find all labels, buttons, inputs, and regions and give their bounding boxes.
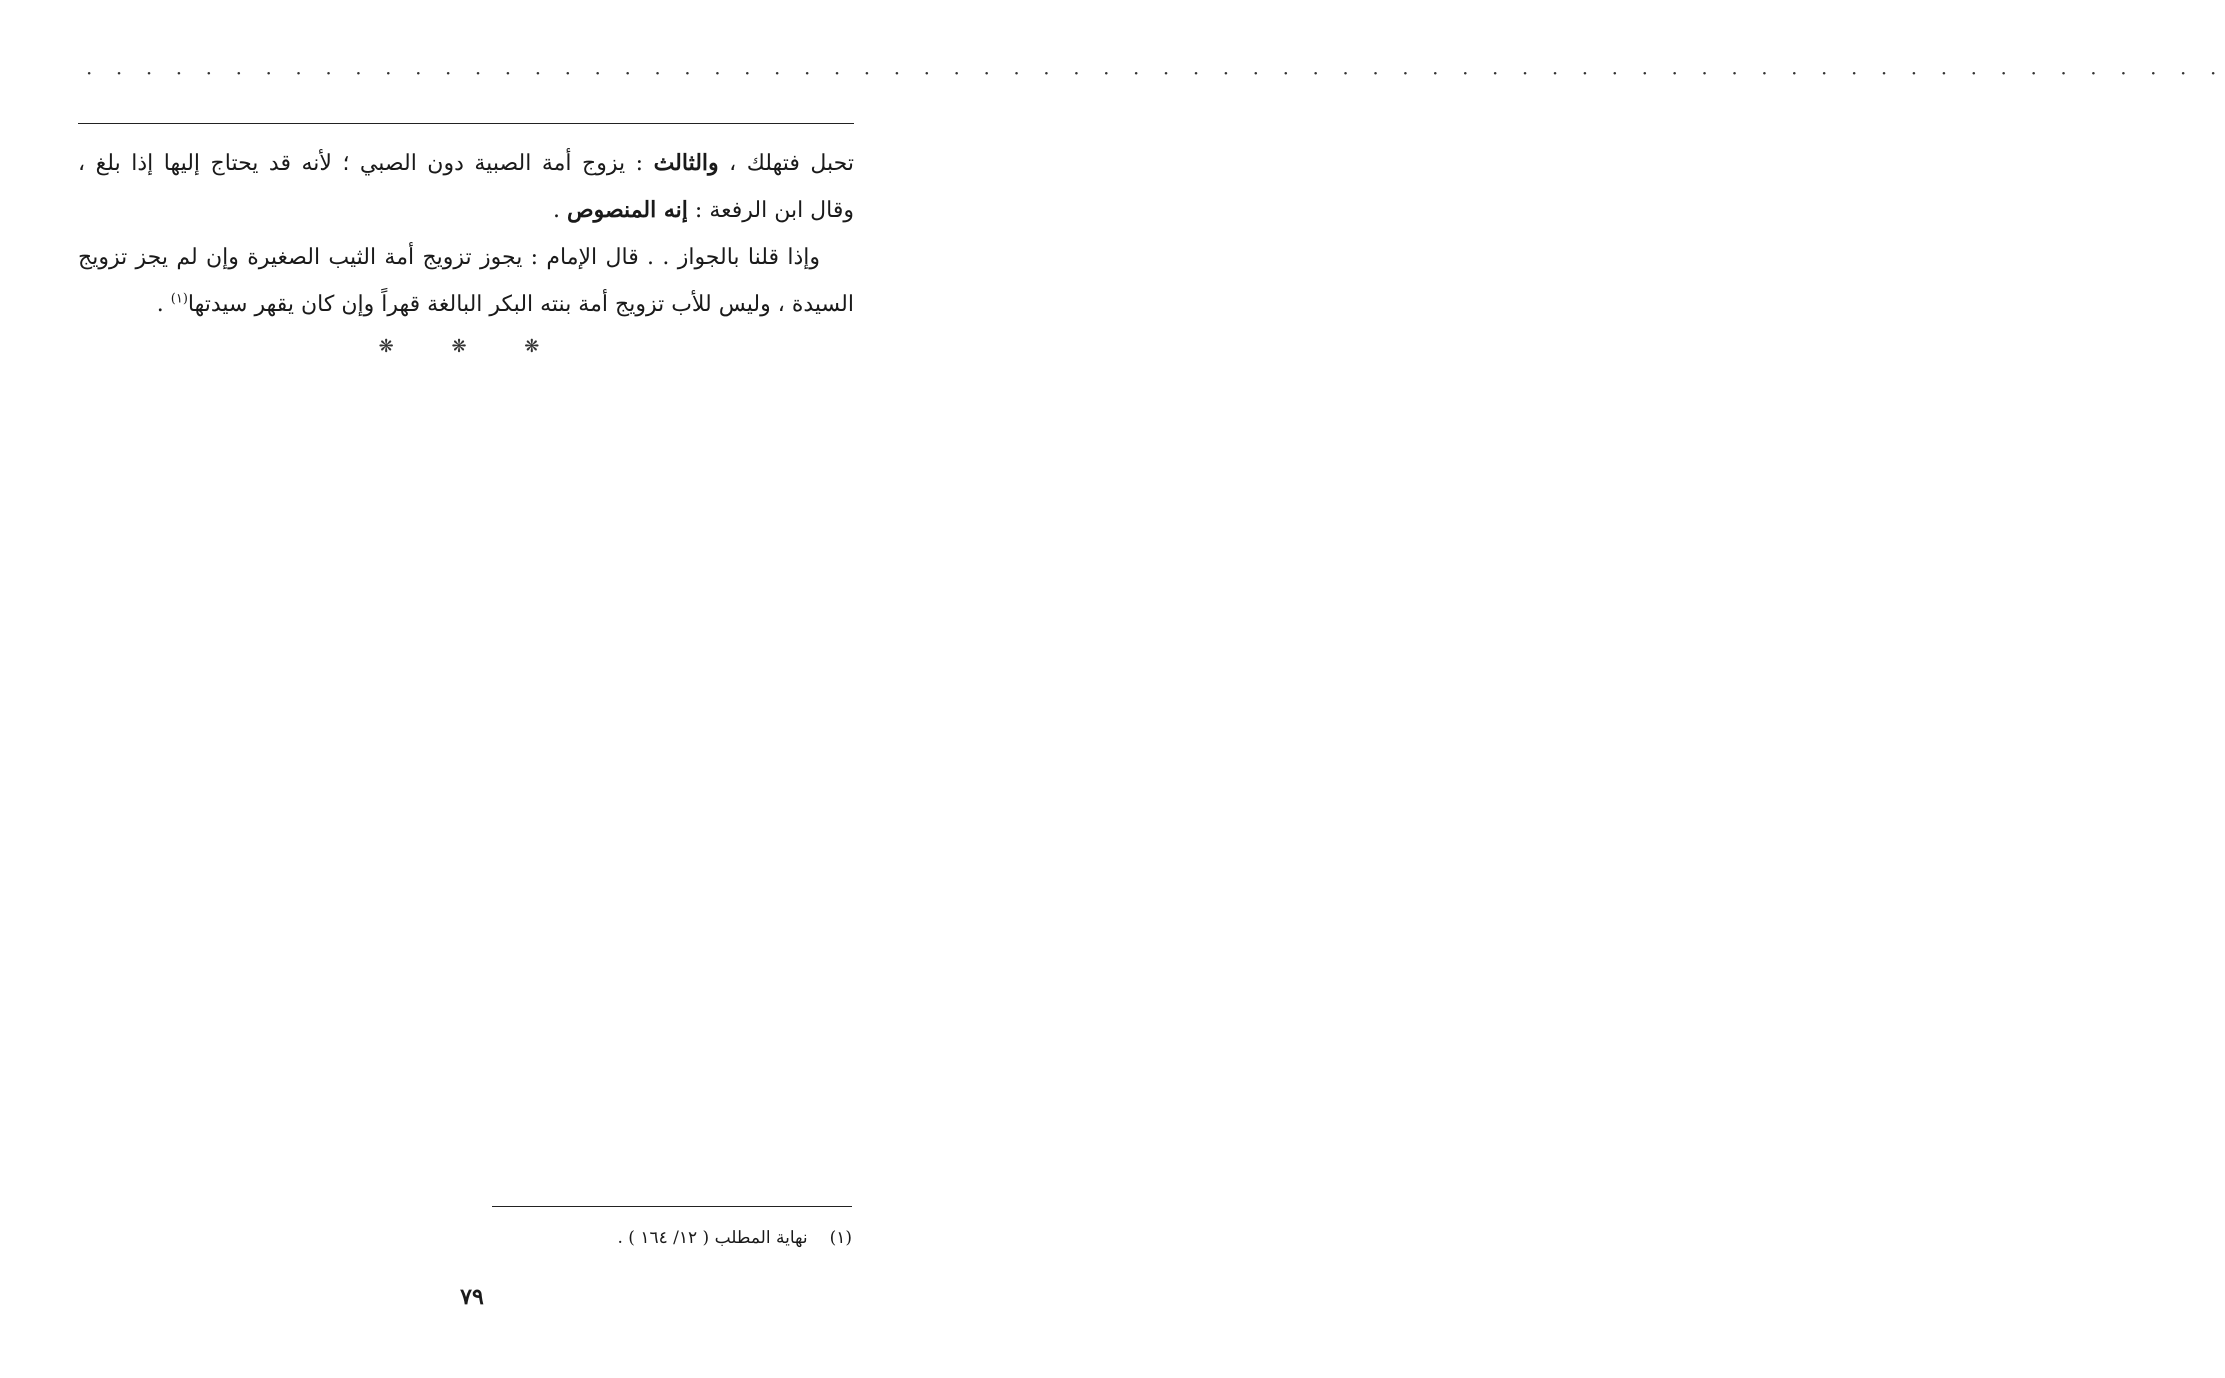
bold-term-mansus: إنه المنصوص <box>567 197 688 223</box>
text-segment: . <box>553 198 568 223</box>
footnote-text: نهاية المطلب ( ١٢/ ١٦٤ ) . <box>617 1228 808 1248</box>
page-number: ٧٩ <box>460 1284 484 1310</box>
text-line-3: وإذا قلنا بالجواز . . قال الإمام : يجوز تزويج أمة الثيب الصغيرة وإن لم يجز تزويج <box>78 245 820 270</box>
footnote-number: (١) <box>829 1228 852 1248</box>
section-separator-stars: ❋ ❋ ❋ <box>378 336 566 357</box>
text-segment: وقال ابن الرفعة : <box>687 198 854 223</box>
bold-term-third: والثالث <box>653 150 719 176</box>
text-line-1 <box>78 140 854 187</box>
main-text <box>78 140 854 328</box>
text-segment: . <box>156 292 171 317</box>
text-segment: السيدة ، وليس للأب تزويج أمة بنته البكر البالغة قهراً وإن كان يقهر سيدتها <box>187 292 854 317</box>
header-rule <box>78 123 854 124</box>
text-segment: : يزوج أمة الصبية دون الصبي ؛ لأنه قد يحتاج إليها إذا بلغ ، <box>78 151 654 176</box>
footnote-reference[interactable]: (١) <box>170 291 188 307</box>
text-segment: تحبل فتهلك ، <box>718 151 855 176</box>
footnote <box>617 1228 852 1248</box>
header-dot-leader: · · · · · · · · · · · · · · · · · · · · · · · · · · · · · · · · · · · · · · · · · · · · · · · · · · · · · · · · · · · · · · · · · · · · · · · · <box>86 61 2225 85</box>
text-line-2 <box>78 187 854 234</box>
text-line-4 <box>78 281 854 328</box>
footnote-rule <box>492 1206 852 1207</box>
